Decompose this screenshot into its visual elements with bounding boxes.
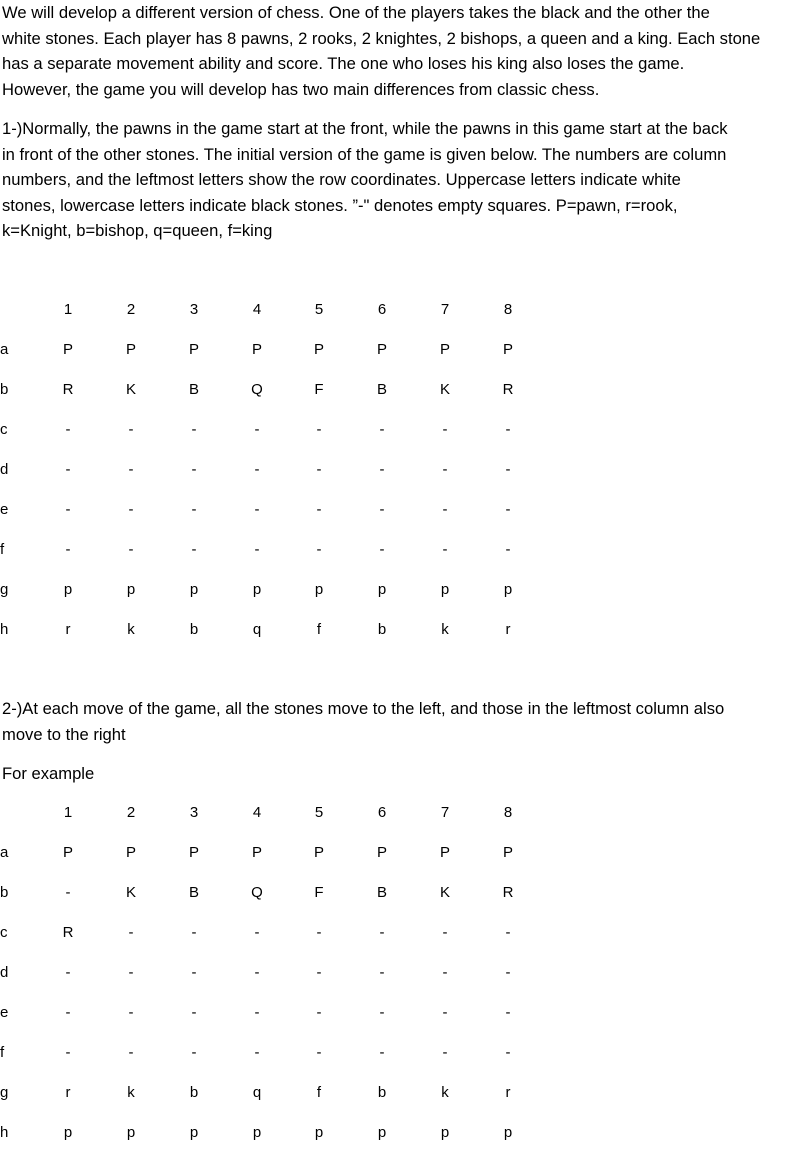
row-label: c — [0, 421, 8, 438]
board-cell: - — [191, 1004, 197, 1021]
board-cell: R — [502, 381, 514, 398]
row-label: f — [0, 1044, 5, 1061]
board-cell: p — [503, 1124, 513, 1141]
board-cell: P — [251, 341, 262, 358]
board-cell: - — [442, 541, 448, 558]
row-label: a — [0, 844, 9, 861]
board-cell: - — [128, 541, 134, 558]
intro-line: We will develop a different version of chess. One of the players takes the black and the other the — [2, 3, 710, 22]
board-cell: P — [62, 844, 73, 861]
board-cell: p — [189, 581, 199, 598]
board-cell: B — [376, 381, 387, 398]
row-label: d — [0, 461, 9, 478]
board-cell: b — [189, 621, 199, 638]
intro-line: has a separate movement ability and score. The one who loses his king also loses the game. — [2, 54, 685, 74]
board-cell: - — [505, 541, 511, 558]
board-cell: - — [254, 461, 260, 478]
column-number: 3 — [189, 804, 199, 821]
board-cell: Q — [251, 381, 263, 398]
board-cell: R — [502, 884, 514, 901]
board-cell: p — [314, 1124, 324, 1141]
example-label: For example — [2, 764, 95, 783]
board-cell: R — [62, 381, 74, 398]
board-cell: - — [316, 541, 322, 558]
board-row — [0, 378, 804, 402]
board-cell: p — [63, 1124, 73, 1141]
board-row — [0, 618, 804, 642]
board-cell: - — [442, 501, 448, 518]
board-cell: - — [316, 964, 322, 981]
board-cell: b — [189, 1084, 199, 1101]
board-row — [0, 961, 804, 985]
point1-line: numbers, and the leftmost letters show the row coordinates. Uppercase letters indicate white — [2, 170, 681, 190]
board-cell: F — [314, 884, 324, 901]
board-cell: - — [442, 461, 448, 478]
board-cell: - — [254, 964, 260, 981]
board-cell: - — [128, 1044, 134, 1061]
board-cell: p — [377, 1124, 387, 1141]
column-number: 2 — [126, 301, 136, 318]
board-cell: - — [505, 1004, 511, 1021]
board-cell: - — [65, 461, 71, 478]
board-cell: - — [254, 924, 260, 941]
board-cell: - — [191, 421, 197, 438]
column-number: 1 — [63, 804, 73, 821]
row-label: h — [0, 621, 9, 638]
board-row — [0, 921, 804, 945]
column-number: 5 — [314, 804, 324, 821]
board-cell: p — [126, 1124, 136, 1141]
board-cell: - — [65, 421, 71, 438]
row-label: g — [0, 1084, 9, 1101]
board-cell: - — [128, 461, 134, 478]
board-cell: - — [254, 1044, 260, 1061]
board-cell: - — [191, 964, 197, 981]
row-label: d — [0, 964, 9, 981]
row-label: b — [0, 884, 9, 901]
board-cell: R — [62, 924, 74, 941]
board-cell: r — [505, 1084, 511, 1101]
column-number: 1 — [63, 301, 73, 318]
board-cell: p — [314, 581, 324, 598]
board-cell: k — [127, 1084, 135, 1101]
column-number: 4 — [252, 301, 262, 318]
board-cell: b — [377, 1084, 387, 1101]
board-cell: B — [188, 381, 199, 398]
row-label: f — [0, 541, 5, 558]
board-cell: - — [65, 501, 71, 518]
board-cell: - — [191, 541, 197, 558]
board-row — [0, 338, 804, 362]
row-label: h — [0, 1124, 9, 1141]
column-header-row — [0, 801, 804, 825]
board-cell: - — [379, 1044, 385, 1061]
board-cell: P — [62, 341, 73, 358]
board-cell: P — [376, 844, 387, 861]
board-cell: - — [254, 501, 260, 518]
board-cell: - — [505, 924, 511, 941]
row-label: a — [0, 341, 9, 358]
board-cell: - — [505, 1044, 511, 1061]
point1-line: k=Knight, b=bishop, q=queen, f=king — [2, 221, 273, 241]
board-cell: - — [316, 421, 322, 438]
board-row — [0, 498, 804, 522]
board-cell: - — [254, 421, 260, 438]
board-cell: - — [442, 1004, 448, 1021]
column-number: 5 — [314, 301, 324, 318]
column-number: 8 — [503, 804, 513, 821]
board-cell: P — [502, 844, 513, 861]
point1-line: stones, lowercase letters indicate black stones. ”-" denotes empty squares. P=pawn, r=rook, — [2, 195, 678, 215]
board-cell: - — [254, 541, 260, 558]
board-cell: - — [505, 964, 511, 981]
board-cell: p — [377, 581, 387, 598]
board-cell: b — [377, 621, 387, 638]
board-cell: - — [379, 924, 385, 941]
board-row — [0, 841, 804, 865]
board-row — [0, 578, 804, 602]
row-label: e — [0, 501, 9, 518]
board-cell: P — [439, 341, 450, 358]
board-cell: P — [125, 844, 136, 861]
board-cell: - — [316, 461, 322, 478]
board-cell: P — [376, 341, 387, 358]
board-cell: - — [505, 421, 511, 438]
board-row — [0, 1041, 804, 1065]
board-cell: f — [316, 621, 322, 638]
board-cell: K — [439, 884, 450, 901]
board-cell: - — [379, 461, 385, 478]
board-cell: P — [188, 341, 199, 358]
board-cell: P — [439, 844, 450, 861]
board-cell: k — [127, 621, 135, 638]
board-row — [0, 1081, 804, 1105]
board-cell: - — [191, 501, 197, 518]
column-number: 6 — [377, 301, 387, 318]
board-cell: p — [252, 1124, 262, 1141]
board-cell: q — [252, 621, 262, 638]
point1-line: in front of the other stones. The initial version of the game is given below. The numbers are column — [2, 144, 727, 164]
board-row — [0, 458, 804, 482]
board-cell: p — [63, 581, 73, 598]
board-row — [0, 1001, 804, 1025]
board-cell: - — [442, 1044, 448, 1061]
board-cell: - — [505, 501, 511, 518]
board-cell: p — [503, 581, 513, 598]
board-cell: p — [252, 581, 262, 598]
column-number: 7 — [440, 804, 450, 821]
column-number: 7 — [440, 301, 450, 318]
board-cell: P — [502, 341, 513, 358]
point2-line: 2-)At each move of the game, all the stones move to the left, and those in the leftmost column also — [2, 699, 725, 718]
board-row — [0, 418, 804, 442]
point1-paragraph — [2, 116, 804, 244]
board-cell: p — [440, 1124, 450, 1141]
board-cell: - — [505, 461, 511, 478]
board-cell: r — [65, 1084, 71, 1101]
board-cell: P — [313, 844, 324, 861]
board-cell: - — [65, 1004, 71, 1021]
board-cell: - — [128, 1004, 134, 1021]
board-cell: B — [188, 884, 199, 901]
board-cell: F — [314, 381, 324, 398]
board-cell: - — [65, 541, 71, 558]
board-cell: - — [379, 421, 385, 438]
board-cell: - — [254, 1004, 260, 1021]
column-number: 8 — [503, 301, 513, 318]
board-row — [0, 881, 804, 905]
board-cell: r — [65, 621, 71, 638]
row-label: b — [0, 381, 9, 398]
board-cell: - — [316, 1044, 322, 1061]
row-label: e — [0, 1004, 9, 1021]
intro-paragraph — [2, 0, 804, 102]
board-cell: K — [125, 381, 136, 398]
point1-line: 1-)Normally, the pawns in the game start at the front, while the pawns in this game start at the back — [2, 119, 728, 138]
column-header-row — [0, 298, 804, 322]
board-cell: P — [188, 844, 199, 861]
column-number: 6 — [377, 804, 387, 821]
board-cell: - — [379, 541, 385, 558]
board-cell: r — [505, 621, 511, 638]
board-cell: - — [128, 924, 134, 941]
board-cell: - — [442, 924, 448, 941]
column-number: 4 — [252, 804, 262, 821]
row-label: c — [0, 924, 8, 941]
board-cell: - — [442, 964, 448, 981]
column-number: 2 — [126, 804, 136, 821]
board-cell: B — [376, 884, 387, 901]
board-row — [0, 1121, 804, 1145]
board-cell: Q — [251, 884, 263, 901]
intro-line: white stones. Each player has 8 pawns, 2 rooks, 2 knightes, 2 bishops, a queen and a king. Each stone — [2, 28, 761, 48]
board-cell: - — [128, 421, 134, 438]
board-cell: P — [313, 341, 324, 358]
board-cell: - — [379, 501, 385, 518]
board-cell: - — [316, 1004, 322, 1021]
board-cell: k — [441, 1084, 449, 1101]
board-cell: K — [439, 381, 450, 398]
board-cell: - — [191, 924, 197, 941]
board-cell: - — [379, 1004, 385, 1021]
column-number: 3 — [189, 301, 199, 318]
board-cell: q — [252, 1084, 262, 1101]
board-cell: f — [316, 1084, 322, 1101]
board-cell: p — [440, 581, 450, 598]
board-cell: p — [189, 1124, 199, 1141]
board-cell: - — [191, 1044, 197, 1061]
board-row — [0, 538, 804, 562]
board-cell: P — [125, 341, 136, 358]
board-cell: - — [316, 924, 322, 941]
board-cell: - — [128, 501, 134, 518]
board-cell: k — [441, 621, 449, 638]
point2-paragraph — [2, 696, 804, 747]
board-cell: - — [65, 884, 71, 901]
board-cell: - — [191, 461, 197, 478]
board-cell: - — [65, 1044, 71, 1061]
board-cell: K — [125, 884, 136, 901]
board-cell: p — [126, 581, 136, 598]
board-cell: - — [316, 501, 322, 518]
board-cell: P — [251, 844, 262, 861]
board-cell: - — [65, 964, 71, 981]
board-cell: - — [442, 421, 448, 438]
intro-line: However, the game you will develop has two main differences from classic chess. — [2, 79, 600, 99]
row-label: g — [0, 581, 9, 598]
point2-line: move to the right — [2, 724, 126, 744]
board-cell: - — [128, 964, 134, 981]
board-cell: - — [379, 964, 385, 981]
